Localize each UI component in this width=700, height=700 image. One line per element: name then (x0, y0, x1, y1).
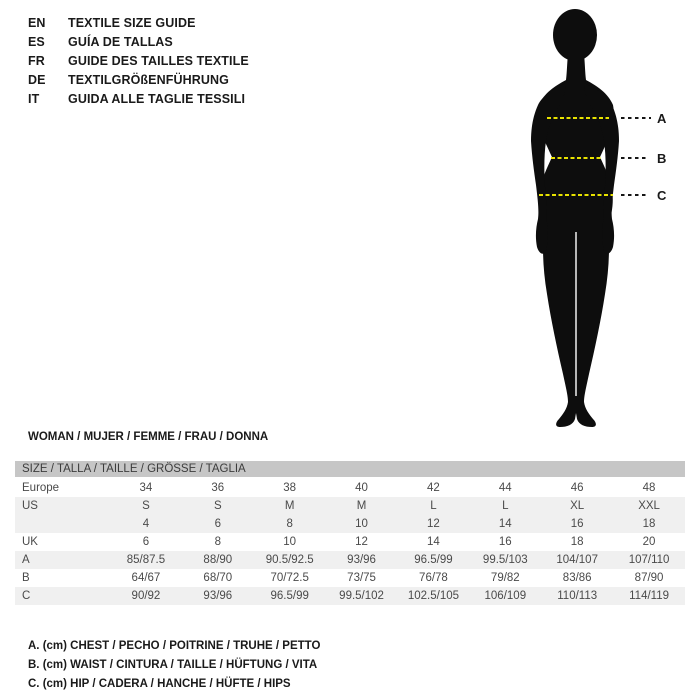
size-cell: 18 (642, 518, 656, 530)
size-cell: 64/67 (131, 572, 161, 584)
size-cell: 10 (283, 536, 297, 548)
size-cell: 16 (498, 536, 512, 548)
size-cell: 44 (498, 482, 512, 494)
size-cell: 18 (570, 536, 584, 548)
size-table-header: SIZE / TALLA / TAILLE / GRÖSSE / TAGLIA (15, 461, 685, 477)
language-row-fr (28, 52, 249, 71)
silhouette-head (553, 9, 597, 61)
measurement-figure (497, 6, 697, 434)
size-cell: 106/109 (484, 590, 527, 602)
size-cell: M (356, 500, 367, 512)
legend-line-hip: C. (cm) HIP / CADERA / HANCHE / HÜFTE / HIPS (28, 678, 291, 690)
size-cell: 107/110 (628, 554, 670, 566)
woman-silhouette-figure (497, 6, 697, 434)
size-cell: 4 (142, 518, 150, 530)
table-row-us-letters (15, 497, 685, 515)
marker-label-a: A (657, 111, 667, 126)
size-cell: 40 (355, 482, 368, 494)
size-cell: 36 (211, 482, 225, 494)
language-code: FR (28, 54, 45, 68)
language-title: GUÍA DE TALLAS (68, 35, 173, 49)
size-cell: 42 (427, 482, 440, 494)
language-title: TEXTILE SIZE GUIDE (68, 16, 196, 30)
size-cell: 90.5/92.5 (265, 554, 314, 566)
size-cell: 79/82 (490, 572, 520, 584)
language-row-es (28, 33, 249, 52)
size-cell: 93/96 (203, 590, 233, 602)
size-cell: L (430, 500, 437, 512)
size-cell: 114/119 (629, 590, 669, 602)
size-cell: 83/86 (562, 572, 592, 584)
size-cell: 14 (498, 518, 512, 530)
size-cell: 8 (214, 536, 222, 548)
size-cell: 12 (427, 518, 440, 530)
size-cell: 34 (139, 482, 153, 494)
size-cell: 110/113 (557, 590, 598, 602)
row-label: US (22, 500, 38, 512)
language-code: DE (28, 73, 46, 87)
size-cell: 16 (570, 518, 584, 530)
size-table (15, 461, 685, 605)
size-cell: 14 (427, 536, 440, 548)
size-cell: 6 (214, 518, 222, 530)
size-cell: 93/96 (347, 554, 376, 566)
size-cell: 104/107 (556, 554, 598, 566)
size-cell: 8 (286, 518, 293, 530)
size-cell: 96.5/99 (270, 590, 309, 602)
size-cell: 102.5/105 (407, 590, 460, 602)
legend-line-waist: B. (cm) WAIST / CINTURA / TAILLE / HÜFTUNG / VITA (28, 659, 318, 671)
size-cell: 96.5/99 (414, 554, 453, 566)
language-code: IT (28, 92, 40, 106)
size-cell: M (284, 500, 295, 512)
row-label: C (22, 590, 31, 602)
table-row-waist-b (15, 569, 685, 587)
size-cell: XXL (638, 500, 660, 512)
measurement-legend (28, 637, 320, 694)
size-cell: 85/87.5 (126, 554, 166, 566)
size-cell: 20 (642, 536, 656, 548)
size-cell: S (142, 500, 150, 512)
size-cell: L (502, 500, 509, 512)
language-row-de (28, 71, 249, 90)
table-row-europe (15, 479, 685, 497)
language-code: ES (28, 35, 45, 49)
size-cell: 87/90 (634, 572, 664, 584)
table-row-uk (15, 533, 685, 551)
row-label: B (22, 572, 30, 584)
language-title: GUIDE DES TAILLES TEXTILE (68, 54, 249, 68)
language-row-it (28, 90, 249, 109)
section-title-woman: WOMAN / MUJER / FEMME / FRAU / DONNA (28, 431, 269, 443)
size-cell: S (213, 500, 222, 512)
language-list (28, 14, 249, 109)
size-cell: 6 (142, 536, 150, 548)
table-row-us-numbers (15, 515, 685, 533)
size-cell: XL (570, 500, 585, 512)
table-row-chest-a (15, 551, 685, 569)
language-row-en (28, 14, 249, 33)
language-title: GUIDA ALLE TAGLIE TESSILI (68, 92, 246, 106)
row-label: Europe (22, 482, 60, 494)
size-cell: 99.5/103 (482, 554, 528, 566)
size-cell: 38 (283, 482, 297, 494)
row-label (15, 515, 110, 533)
size-cell: 99.5/102 (339, 590, 384, 602)
table-row-hip-c (15, 587, 685, 605)
size-cell: 10 (355, 518, 368, 530)
language-title: TEXTILGRÖßENFÜHRUNG (68, 73, 229, 87)
legend-line-chest: A. (cm) CHEST / PECHO / POITRINE / TRUHE / PETTO (28, 640, 321, 652)
size-cell: 70/72.5 (270, 572, 309, 584)
size-cell: 48 (642, 482, 656, 494)
row-label: A (22, 554, 30, 566)
size-cell: 73/75 (347, 572, 376, 584)
size-cell: 46 (570, 482, 584, 494)
size-cell: 68/70 (203, 572, 233, 584)
size-cell: 76/78 (419, 572, 448, 584)
size-cell: 88/90 (203, 554, 233, 566)
language-code: EN (28, 16, 46, 30)
size-cell: 90/92 (131, 590, 161, 602)
size-cell: 12 (355, 536, 368, 548)
row-label: UK (22, 536, 38, 548)
marker-label-b: B (657, 151, 667, 166)
marker-label-c: C (657, 188, 667, 203)
